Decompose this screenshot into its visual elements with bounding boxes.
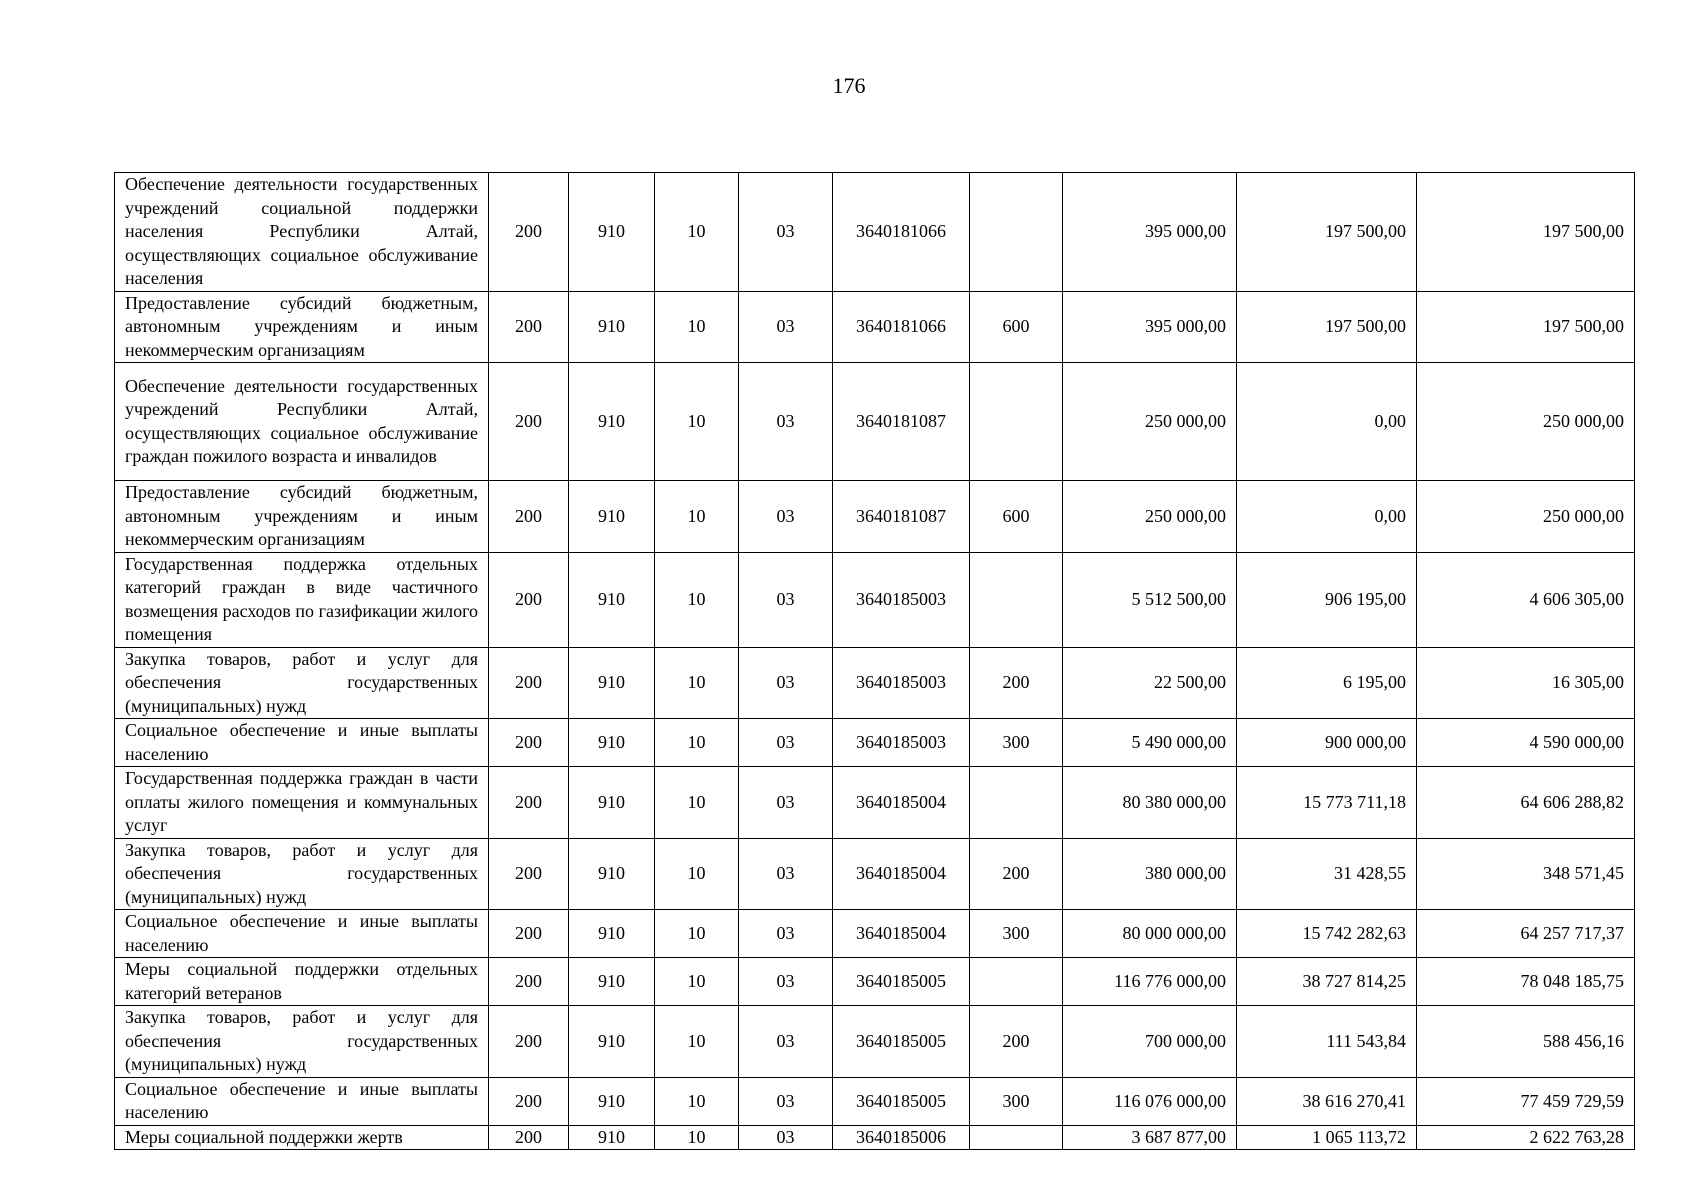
cell-target-article: 3640185003 xyxy=(833,647,970,719)
cell-target-article: 3640181087 xyxy=(833,363,970,481)
cell-amount-2: 0,00 xyxy=(1237,481,1417,553)
cell-amount-2: 38 616 270,41 xyxy=(1237,1077,1417,1125)
cell-subsection: 03 xyxy=(739,958,833,1006)
cell-target-article: 3640185004 xyxy=(833,910,970,958)
page-number: 176 xyxy=(832,73,866,98)
cell-subsection: 03 xyxy=(739,1125,833,1150)
cell-amount-2: 31 428,55 xyxy=(1237,838,1417,910)
cell-amount-2: 197 500,00 xyxy=(1237,173,1417,292)
cell-amount-1: 22 500,00 xyxy=(1063,647,1237,719)
cell-expense-type xyxy=(970,552,1063,647)
cell-description: Закупка товаров, работ и услуг для обеспечения государственных (муниципальных) нужд xyxy=(115,647,489,719)
cell-amount-1: 116 776 000,00 xyxy=(1063,958,1237,1006)
cell-target-article: 3640185005 xyxy=(833,1077,970,1125)
cell-amount-1: 250 000,00 xyxy=(1063,363,1237,481)
cell-code-1: 200 xyxy=(489,767,569,839)
cell-code-2: 910 xyxy=(569,552,655,647)
cell-code-2: 910 xyxy=(569,910,655,958)
cell-amount-3: 588 456,16 xyxy=(1417,1006,1635,1078)
cell-code-2: 910 xyxy=(569,363,655,481)
cell-target-article: 3640181087 xyxy=(833,481,970,553)
cell-code-1: 200 xyxy=(489,173,569,292)
table-body xyxy=(115,173,1635,1150)
cell-amount-3: 16 305,00 xyxy=(1417,647,1635,719)
cell-code-2: 910 xyxy=(569,291,655,363)
table-row xyxy=(115,719,1635,767)
table-row xyxy=(115,838,1635,910)
cell-expense-type: 200 xyxy=(970,647,1063,719)
cell-subsection: 03 xyxy=(739,647,833,719)
cell-amount-3: 197 500,00 xyxy=(1417,291,1635,363)
cell-amount-2: 15 773 711,18 xyxy=(1237,767,1417,839)
cell-section: 10 xyxy=(655,910,739,958)
cell-target-article: 3640181066 xyxy=(833,291,970,363)
cell-target-article: 3640185006 xyxy=(833,1125,970,1150)
cell-expense-type: 300 xyxy=(970,719,1063,767)
cell-amount-2: 38 727 814,25 xyxy=(1237,958,1417,1006)
cell-subsection: 03 xyxy=(739,719,833,767)
cell-expense-type: 300 xyxy=(970,910,1063,958)
cell-code-1: 200 xyxy=(489,1006,569,1078)
cell-expense-type: 300 xyxy=(970,1077,1063,1125)
cell-description: Социальное обеспечение и иные выплаты населению xyxy=(115,910,489,958)
cell-code-2: 910 xyxy=(569,647,655,719)
cell-amount-3: 250 000,00 xyxy=(1417,363,1635,481)
cell-code-1: 200 xyxy=(489,1077,569,1125)
cell-amount-1: 395 000,00 xyxy=(1063,173,1237,292)
cell-amount-1: 3 687 877,00 xyxy=(1063,1125,1237,1150)
cell-description: Закупка товаров, работ и услуг для обеспечения государственных (муниципальных) нужд xyxy=(115,838,489,910)
cell-code-1: 200 xyxy=(489,910,569,958)
cell-code-2: 910 xyxy=(569,1125,655,1150)
cell-amount-3: 78 048 185,75 xyxy=(1417,958,1635,1006)
cell-expense-type xyxy=(970,958,1063,1006)
cell-description: Меры социальной поддержки отдельных категорий ветеранов xyxy=(115,958,489,1006)
cell-description: Социальное обеспечение и иные выплаты населению xyxy=(115,1077,489,1125)
cell-subsection: 03 xyxy=(739,552,833,647)
cell-code-1: 200 xyxy=(489,481,569,553)
cell-code-1: 200 xyxy=(489,958,569,1006)
table-row xyxy=(115,1006,1635,1078)
table-row xyxy=(115,1125,1635,1150)
cell-expense-type xyxy=(970,767,1063,839)
cell-description: Государственная поддержка отдельных категорий граждан в виде частичного возмещения расходов по газификации жилого помещения xyxy=(115,552,489,647)
cell-amount-2: 1 065 113,72 xyxy=(1237,1125,1417,1150)
cell-description: Социальное обеспечение и иные выплаты населению xyxy=(115,719,489,767)
table-row xyxy=(115,363,1635,481)
cell-amount-1: 80 380 000,00 xyxy=(1063,767,1237,839)
table-row xyxy=(115,767,1635,839)
cell-code-2: 910 xyxy=(569,719,655,767)
cell-description: Меры социальной поддержки жертв xyxy=(115,1125,489,1150)
budget-table xyxy=(114,172,1635,1150)
cell-expense-type xyxy=(970,363,1063,481)
cell-subsection: 03 xyxy=(739,767,833,839)
cell-code-1: 200 xyxy=(489,291,569,363)
cell-amount-3: 4 606 305,00 xyxy=(1417,552,1635,647)
cell-target-article: 3640185005 xyxy=(833,1006,970,1078)
cell-amount-3: 197 500,00 xyxy=(1417,173,1635,292)
cell-section: 10 xyxy=(655,838,739,910)
cell-subsection: 03 xyxy=(739,838,833,910)
cell-amount-3: 64 257 717,37 xyxy=(1417,910,1635,958)
cell-amount-1: 116 076 000,00 xyxy=(1063,1077,1237,1125)
cell-section: 10 xyxy=(655,1077,739,1125)
cell-section: 10 xyxy=(655,767,739,839)
cell-amount-1: 5 512 500,00 xyxy=(1063,552,1237,647)
cell-description: Предоставление субсидий бюджетным, автономным учреждениям и иным некоммерческим организациям xyxy=(115,481,489,553)
cell-section: 10 xyxy=(655,1125,739,1150)
table-row xyxy=(115,1077,1635,1125)
cell-amount-2: 0,00 xyxy=(1237,363,1417,481)
table-row xyxy=(115,481,1635,553)
cell-subsection: 03 xyxy=(739,1006,833,1078)
cell-amount-3: 348 571,45 xyxy=(1417,838,1635,910)
cell-section: 10 xyxy=(655,958,739,1006)
cell-code-2: 910 xyxy=(569,1077,655,1125)
cell-amount-1: 380 000,00 xyxy=(1063,838,1237,910)
cell-subsection: 03 xyxy=(739,1077,833,1125)
cell-description: Закупка товаров, работ и услуг для обеспечения государственных (муниципальных) нужд xyxy=(115,1006,489,1078)
cell-amount-2: 197 500,00 xyxy=(1237,291,1417,363)
table-row xyxy=(115,647,1635,719)
cell-amount-1: 5 490 000,00 xyxy=(1063,719,1237,767)
cell-expense-type xyxy=(970,173,1063,292)
cell-amount-1: 250 000,00 xyxy=(1063,481,1237,553)
cell-code-2: 910 xyxy=(569,173,655,292)
cell-expense-type: 600 xyxy=(970,481,1063,553)
cell-code-1: 200 xyxy=(489,647,569,719)
cell-section: 10 xyxy=(655,363,739,481)
table-row xyxy=(115,552,1635,647)
cell-expense-type: 200 xyxy=(970,838,1063,910)
cell-amount-2: 6 195,00 xyxy=(1237,647,1417,719)
cell-description: Государственная поддержка граждан в части оплаты жилого помещения и коммунальных услуг xyxy=(115,767,489,839)
cell-section: 10 xyxy=(655,481,739,553)
cell-amount-3: 2 622 763,28 xyxy=(1417,1125,1635,1150)
cell-section: 10 xyxy=(655,719,739,767)
cell-description: Обеспечение деятельности государственных учреждений социальной поддержки населения Республики Алтай, осуществляющих социальное обслуживание населения xyxy=(115,173,489,292)
cell-description: Предоставление субсидий бюджетным, автономным учреждениям и иным некоммерческим организациям xyxy=(115,291,489,363)
cell-section: 10 xyxy=(655,291,739,363)
cell-target-article: 3640185003 xyxy=(833,552,970,647)
cell-target-article: 3640185004 xyxy=(833,767,970,839)
cell-code-1: 200 xyxy=(489,363,569,481)
cell-code-2: 910 xyxy=(569,958,655,1006)
table-row xyxy=(115,958,1635,1006)
cell-amount-3: 4 590 000,00 xyxy=(1417,719,1635,767)
cell-code-2: 910 xyxy=(569,1006,655,1078)
cell-section: 10 xyxy=(655,173,739,292)
cell-section: 10 xyxy=(655,647,739,719)
table-row xyxy=(115,173,1635,292)
cell-amount-3: 77 459 729,59 xyxy=(1417,1077,1635,1125)
cell-subsection: 03 xyxy=(739,910,833,958)
cell-code-1: 200 xyxy=(489,719,569,767)
cell-amount-2: 906 195,00 xyxy=(1237,552,1417,647)
cell-target-article: 3640181066 xyxy=(833,173,970,292)
cell-code-2: 910 xyxy=(569,481,655,553)
cell-amount-3: 250 000,00 xyxy=(1417,481,1635,553)
cell-expense-type: 200 xyxy=(970,1006,1063,1078)
cell-target-article: 3640185004 xyxy=(833,838,970,910)
cell-amount-2: 900 000,00 xyxy=(1237,719,1417,767)
cell-amount-1: 395 000,00 xyxy=(1063,291,1237,363)
cell-amount-1: 80 000 000,00 xyxy=(1063,910,1237,958)
cell-amount-1: 700 000,00 xyxy=(1063,1006,1237,1078)
cell-code-1: 200 xyxy=(489,1125,569,1150)
cell-description: Обеспечение деятельности государственных учреждений Республики Алтай, осуществляющих социальное обслуживание граждан пожилого возраста и инвалидов xyxy=(115,363,489,481)
cell-expense-type xyxy=(970,1125,1063,1150)
cell-target-article: 3640185005 xyxy=(833,958,970,1006)
cell-expense-type: 600 xyxy=(970,291,1063,363)
cell-section: 10 xyxy=(655,1006,739,1078)
cell-subsection: 03 xyxy=(739,481,833,553)
cell-subsection: 03 xyxy=(739,173,833,292)
table-row xyxy=(115,910,1635,958)
cell-amount-2: 111 543,84 xyxy=(1237,1006,1417,1078)
cell-subsection: 03 xyxy=(739,291,833,363)
cell-code-1: 200 xyxy=(489,552,569,647)
cell-target-article: 3640185003 xyxy=(833,719,970,767)
cell-amount-3: 64 606 288,82 xyxy=(1417,767,1635,839)
cell-code-1: 200 xyxy=(489,838,569,910)
cell-section: 10 xyxy=(655,552,739,647)
cell-subsection: 03 xyxy=(739,363,833,481)
cell-amount-2: 15 742 282,63 xyxy=(1237,910,1417,958)
cell-code-2: 910 xyxy=(569,767,655,839)
cell-code-2: 910 xyxy=(569,838,655,910)
table-row xyxy=(115,291,1635,363)
